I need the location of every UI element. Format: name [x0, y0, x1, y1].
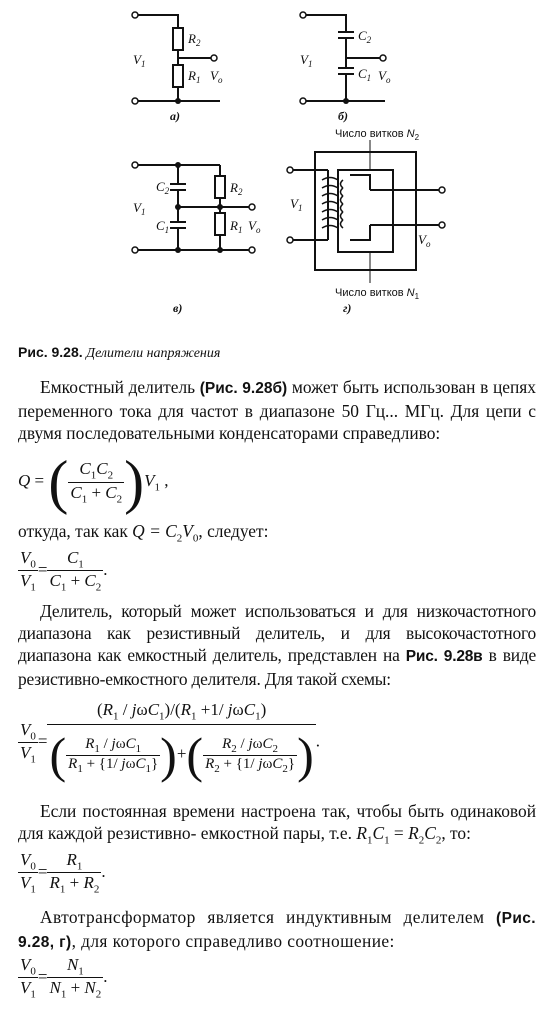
label-b: б) [338, 109, 348, 123]
paragraph-capacitive-divider: Емкостный делитель (Рис. 9.28б) может быть использован в цепях переменного тока для частот в диапазоне 50 Гц... МГц. Для цепи с двумя последовательными конденсаторами справедливо: [18, 377, 536, 443]
label-a: а) [170, 109, 180, 123]
svg-text:Vo: $V_o$ [248, 218, 261, 235]
svg-text:C1: $C_1$ [358, 66, 372, 83]
svg-text:V1: $V_1$ [133, 52, 146, 69]
resistor-r1 [173, 65, 183, 87]
svg-text:R1: $R_1$ [188, 68, 201, 85]
label-g: г) [343, 301, 352, 315]
svg-text:Vo: $V_o$ [378, 68, 391, 85]
svg-text:V1: $V_1$ [290, 196, 303, 213]
figure-ref: Рис. 9.28в [405, 648, 483, 665]
svg-text:C1: $C_1$ [156, 218, 170, 235]
svg-text:Число витков N1: Число витков $N_1$ [335, 287, 420, 301]
svg-text:C2: $C_2$ [156, 179, 170, 196]
circuit-a [132, 12, 223, 123]
circuit-b [300, 12, 391, 123]
figure-ref: (Рис. 9.28, г) [18, 910, 536, 951]
figure-caption [18, 344, 220, 362]
svg-text:R2: $R_2$ [230, 180, 243, 197]
svg-text:Vo: $V_o$ [418, 232, 431, 249]
svg-text:Число витков N2: Число витков $N_2$ [335, 128, 420, 142]
paragraph-time-constant: Если постоянная времени настроена так, чтобы быть одинаковой для каждой резистивно- емкостной пары, т.е. $R_1C_1 = R_2C_2$, то: [18, 801, 536, 847]
svg-text:R2: $R_2$ [188, 31, 201, 48]
svg-text:R1: $R_1$ [230, 218, 243, 235]
label-v: в) [173, 301, 183, 315]
svg-text:V1: $V_1$ [133, 200, 146, 217]
formula-rc-ratio: $\frac{V_0}{V_1}$ = $(R_1 / j\omega C_1)/(R_1 +1/$ jωC$_1$) ( $\frac{R_1 / j\omega C_1}{R_1 + \{1/ j\omega C_1\}}$ )+( $\frac{R_2 / j\omega C_2}{R_2 + \{1/ j\omega C_2\}}$ ) . [20, 700, 320, 784]
svg-text:C2: $C_2$ [358, 28, 372, 45]
resistor-r2 [173, 28, 183, 50]
formula-capacitive-ratio: $\frac{V_0}{V_1}$ = $\frac{C_1}{C_1 + C_2}$ . [20, 548, 108, 594]
svg-text:V1: $V_1$ [300, 52, 313, 69]
caption-number: Рис. 9.28. [18, 344, 83, 360]
circuit-v [132, 162, 261, 315]
paragraph-rc-divider: Делитель, который может использоваться и для низкочастотного диапазона как резистивный делитель, и для высокочастотного диапазона как емкостный делитель, представлен на Рис. 9.28в в виде резистивно-емкостного делителя. Для такой схемы: [18, 601, 537, 689]
formula-inductive-ratio: $\frac{V_0}{V_1}$ = $\frac{N_1}{N_1 + N_2}$ . [20, 955, 108, 1001]
formula-resistive-ratio: $\frac{V_0}{V_1}$ = $\frac{R_1}{R_1 + R_2}$ . [20, 850, 106, 896]
paragraph-whence: откуда, так как $Q = C_2V_0$, следует: [18, 521, 269, 545]
figure-ref: (Рис. 9.28б) [199, 380, 288, 397]
formula-q: Q = ( $\frac{C_1C_2}{C_1 + C_2}$ )$V_1$ , [18, 449, 169, 515]
voltage-divider-figure [0, 0, 550, 340]
caption-title: Делители напряжения [86, 346, 221, 361]
paragraph-autotransformer: Автотрансформатор является индуктивным делителем (Рис. 9.28, г), для которого справедливо соотношение: [18, 907, 536, 951]
circuit-g [287, 128, 445, 315]
svg-text:Vo: $V_o$ [210, 68, 223, 85]
